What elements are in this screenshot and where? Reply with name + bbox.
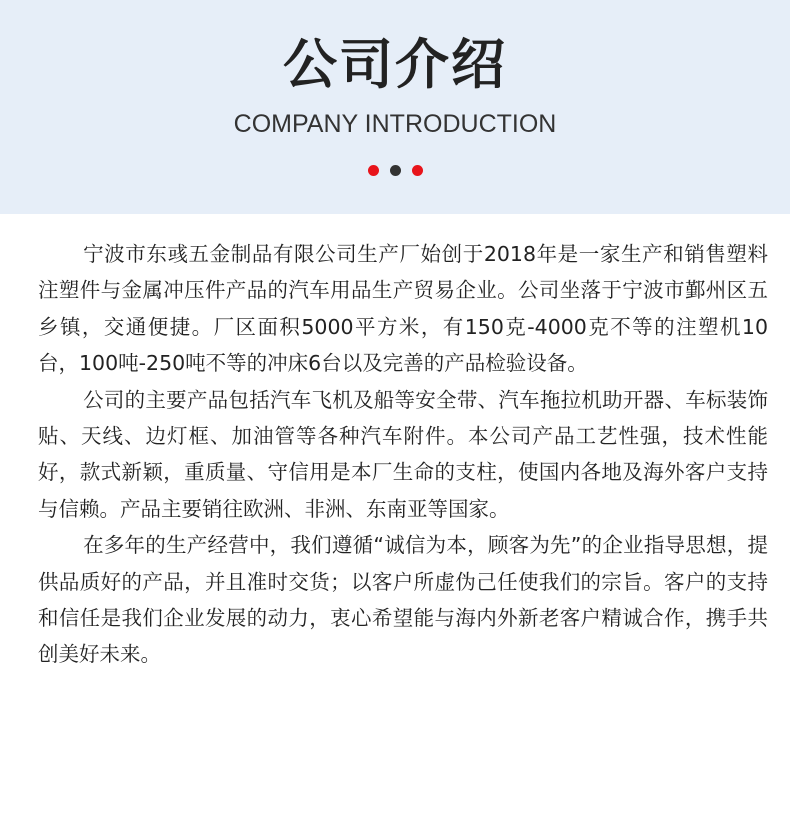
intro-body [38, 236, 768, 673]
dot-dark-center-icon [390, 165, 401, 176]
page-subtitle: COMPANY INTRODUCTION [233, 110, 557, 138]
intro-header [0, 0, 790, 214]
intro-paragraph-3: 在多年的生产经营中，我们遵循“诚信为本，顾客为先”的企业指导思想，提供品质好的产品，并且准时交货；以客户所虚伪己任使我们的宗旨。客户的支持和信任是我们企业发展的动力，衷心希望能与海内外新老客户精诚合作，携手共创美好未来。 [38, 533, 768, 667]
intro-paragraph-1: 宁波市东彧五金制品有限公司生产厂始创于2018年是一家生产和销售塑料注塑件与金属冲压件产品的汽车用品生产贸易企业。公司坐落于宁波市鄞州区五乡镇，交通便捷。厂区面积5000平方米，有150克-4000克不等的注塑机10台，100吨-250吨不等的冲床6台以及完善的产品检验设备。 [38, 242, 768, 376]
dot-red-right-icon [412, 165, 423, 176]
dot-red-left-icon [368, 165, 379, 176]
page-title: 公司介绍 [283, 33, 507, 96]
intro-paragraph-2: 公司的主要产品包括汽车飞机及船等安全带、汽车拖拉机助开器、车标装饰贴、天线、边灯框、加油管等各种汽车附件。本公司产品工艺性强，技术性能好，款式新颖，重质量、守信用是本厂生命的支柱，使国内各地及海外客户支持与信赖。产品主要销往欧洲、非洲、东南亚等国家。 [38, 387, 768, 521]
decorative-dots [0, 165, 790, 176]
